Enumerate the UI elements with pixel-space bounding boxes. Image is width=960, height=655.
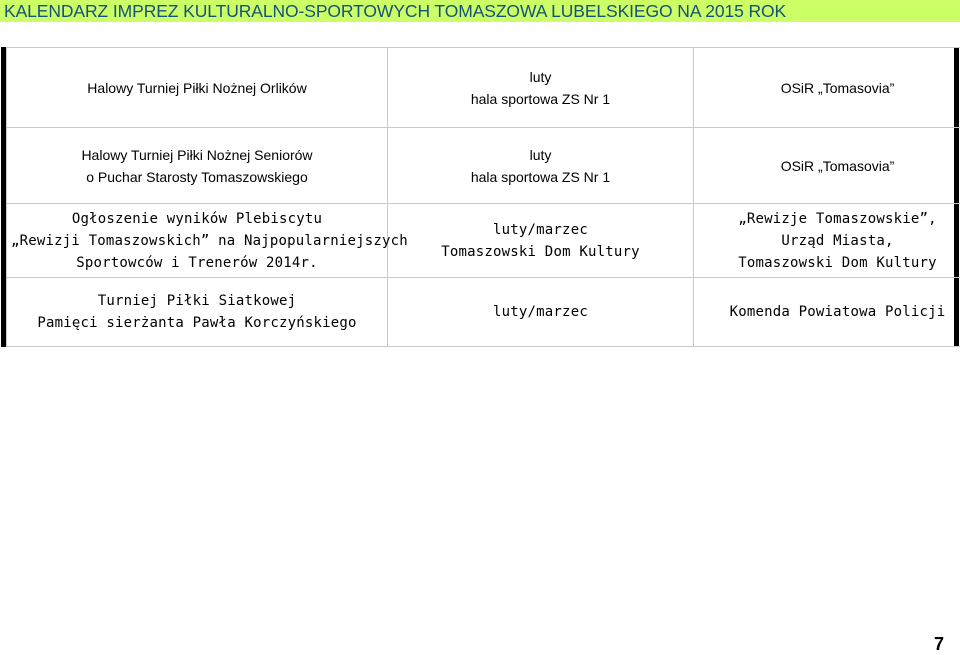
events-table-frame [1,47,959,347]
table-row [7,48,960,128]
event-organizer: Tomaszowski Dom Kultury [698,252,960,274]
event-date-place-cell [388,204,694,278]
event-name-cell [7,278,388,347]
event-date-place-cell [388,48,694,128]
event-organizer-cell [694,128,960,204]
event-name-line: Pamięci sierżanta Pawła Korczyńskiego [11,312,383,334]
event-organizer: Urząd Miasta, [698,230,960,252]
table-row [7,278,960,347]
event-organizer-cell [694,204,960,278]
table-row [7,128,960,204]
event-place: hala sportowa ZS Nr 1 [392,166,689,188]
event-name-cell [7,48,388,128]
document-title: KALENDARZ IMPREZ KULTURALNO-SPORTOWYCH TOMASZOWA LUBELSKIEGO NA 2015 ROK [4,1,786,22]
event-organizer: OSiR „Tomasovia” [698,77,960,99]
event-name-line: Halowy Turniej Piłki Nożnej Seniorów [11,144,383,166]
table-row [7,204,960,278]
event-name-line: Turniej Piłki Siatkowej [11,290,383,312]
event-organizer-cell [694,48,960,128]
event-name-line: o Puchar Starosty Tomaszowskiego [11,166,383,188]
event-organizer-cell [694,278,960,347]
event-name-line: Halowy Turniej Piłki Nożnej Orlików [11,77,383,99]
event-organizer: OSiR „Tomasovia” [698,155,960,177]
event-name-cell [7,204,388,278]
event-organizer: Komenda Powiatowa Policji [698,301,960,323]
event-date-place-cell [388,128,694,204]
event-name-cell [7,128,388,204]
event-date: luty [392,66,689,88]
event-name-line: „Rewizji Tomaszowskich” na Najpopularniejszych [11,230,383,252]
event-name-line: Ogłoszenie wyników Plebiscytu [11,208,383,230]
event-date: luty/marzec [392,301,689,323]
event-date: luty [392,144,689,166]
event-date: luty/marzec [392,219,689,241]
title-banner [0,0,960,22]
event-date-place-cell [388,278,694,347]
event-organizer: „Rewizje Tomaszowskie”, [698,208,960,230]
event-place: Tomaszowski Dom Kultury [392,241,689,263]
events-table [6,47,960,347]
event-place: hala sportowa ZS Nr 1 [392,88,689,110]
event-name-line: Sportowców i Trenerów 2014r. [11,252,383,274]
page-number: 7 [934,634,944,655]
